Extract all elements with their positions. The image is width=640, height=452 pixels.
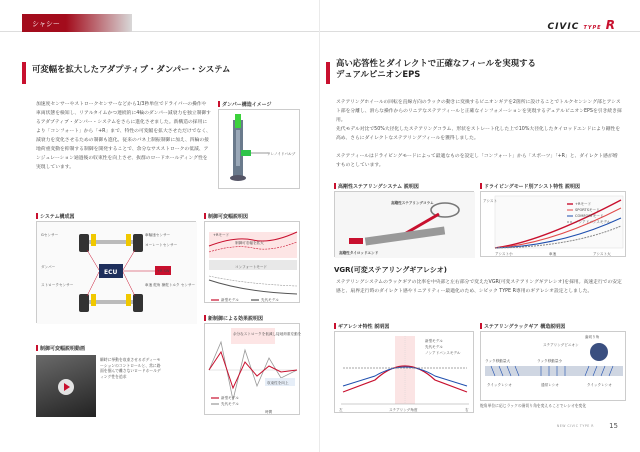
effect-chart <box>204 323 300 415</box>
effect-legend-old: 先代モデル <box>221 402 239 406</box>
vgr-body: ステアリングシステムのラックギアの比率を中央部と左右部分で変えたVGR(可変ステアリングギアレシオ)を採用。高速走行での安定感と、扇界走行時のダイレクト感やリニアリティー最適化のため、シビック TYPE R専用のギアレシオ設定としました。 <box>336 280 622 294</box>
effect-note-bg <box>231 328 275 344</box>
damper-base <box>230 175 246 181</box>
control-comfort-label: コンフォートモード <box>235 265 268 269</box>
system-caption: システム構成図 <box>36 213 75 220</box>
system-diagram <box>36 221 196 323</box>
footer-text: NEW CIVIC TYPE R <box>556 424 594 428</box>
left-heading <box>22 56 302 92</box>
gear-chart-svg <box>335 332 475 414</box>
old-curve-dashed <box>209 276 297 286</box>
wheel-rl <box>79 294 89 312</box>
wheel-speed-label: 車輪速センサー <box>145 233 171 237</box>
control-chart <box>204 221 300 303</box>
control-chart-svg <box>205 222 301 304</box>
right-body-1: ステアリングホイールの回転を直線方向のラックの動きに変換するピニオンギアを2箇所に設けることでトルクセンシング部とアシスト部を分離し、滑らな操作からのリニアなステアフィールと正確なインフォメーションを実現するデュアルピニオンEPSを引き続き採用。 <box>336 100 622 123</box>
old-curve-low <box>209 280 297 294</box>
logo-r: R <box>605 18 616 32</box>
rack-diagram-svg <box>481 332 627 402</box>
eps-caption: 高剛性ステアリングシステム 説明図 <box>334 183 419 190</box>
rack-caption: ステアリングラックギア 構造説明図 <box>480 323 565 330</box>
video-thumbnail[interactable] <box>36 355 96 417</box>
right-heading-accent-bar <box>326 62 330 84</box>
page-number: 15 <box>609 422 618 430</box>
effect-note: 余分なストロークを低減し接地荷重変動を向上 <box>233 332 301 336</box>
rack-normal-label: 通常レシオ <box>541 383 559 387</box>
eps-column-label: 高剛性ステアリングコラム <box>391 201 434 205</box>
effect-conv: 収束性を向上 <box>267 381 289 385</box>
right-body-3: ステアフィールはドライビングモードによって最適なものを設定し「コンフォート」から「スポーツ」「+R」と、ダイレクト感が増すものとしています。 <box>336 154 618 168</box>
wheel-rr <box>133 294 143 312</box>
right-body-2: 先代モデル対比で50%大径化したステアリングコラム、形状をストレート化した上で10%大径化したタイロッドエンドにより剛性を高め、さらにダイレクトなステアリングフィールを獲得しました。 <box>336 127 621 141</box>
damper-marker-fl <box>91 234 96 246</box>
damper-rod <box>235 114 241 128</box>
damper-image <box>218 109 300 189</box>
right-heading <box>326 56 626 92</box>
left-title: 可変幅を拡大したアダプティブ・ダンパー・システム <box>32 64 231 74</box>
mode-legend-prev: ノンアドバンスモデル <box>575 220 611 224</box>
system-diagram-svg <box>37 222 197 324</box>
right-page <box>320 0 640 452</box>
mode-caption: ドライビングモード別アシスト特性 説明図 <box>480 183 580 190</box>
mode-legend-comfort: COMFORTモード <box>575 214 604 218</box>
right-title <box>336 58 536 80</box>
mode-axis-left: アシスト小 <box>495 252 513 256</box>
solenoid-label: ソレノイドバルブ <box>267 152 296 156</box>
civic-type-r-logo <box>547 18 616 32</box>
play-icon[interactable] <box>58 379 74 395</box>
gear-axis-label: ステアリング角度 <box>389 408 418 412</box>
logo-civic: CIVIC <box>547 22 580 32</box>
effect-time-label: 時間 <box>265 410 273 414</box>
rack-quick1-label: クイックレシオ <box>487 383 512 387</box>
ecu-label: ECU <box>104 269 118 276</box>
g-sensor-label: Gセンサー <box>41 233 59 237</box>
heading-accent-bar <box>22 62 26 84</box>
damper-inner <box>236 130 240 166</box>
damper-marker-rr <box>126 294 131 306</box>
damper-label: ダンパー <box>41 265 56 269</box>
video-description: 瞬時に挙動を収束させるボディーモーションのコントロールと、常に路面を掴んで離さないロードホールディング性を追求 <box>100 357 161 379</box>
mode-axis-x: 車速 <box>549 252 557 256</box>
rack-teeth-label: 歯切り角 <box>585 335 600 339</box>
damper-illustration <box>219 110 301 190</box>
mode-legend-plusr: +Rモード <box>575 202 592 206</box>
control-legend-new: 新型モデル <box>221 298 239 302</box>
section-tab-bar <box>0 12 320 32</box>
logo-type: TYPE <box>583 25 602 31</box>
mode-axis-y: アシスト <box>483 199 498 203</box>
solenoid-valve <box>241 150 251 156</box>
gear-legend-old: 先代モデル <box>425 345 443 349</box>
control-expand-label: 制御可変幅を拡大 <box>235 241 264 245</box>
mode-chart <box>480 191 626 257</box>
page-footer <box>603 422 618 430</box>
rack-left-label: ラック移動量大 <box>485 359 511 363</box>
rack-quick2-label: クイックレシオ <box>587 383 612 387</box>
gear-legend-new: 新型モデル <box>425 339 443 343</box>
mode-axis-right: アシスト大 <box>593 252 611 256</box>
gear-axis-left: 左 <box>339 408 343 412</box>
rack-diagram <box>480 331 626 401</box>
eps-diagram <box>334 191 474 257</box>
damper-caption: ダンパー構造イメージ <box>218 101 272 108</box>
stroke-sensor-label: ストロークセンサー <box>41 283 74 287</box>
rack-bar <box>485 366 623 376</box>
rack-description: 舵角単位に応じラックの歯切り角を変えることでレシオを変化 <box>480 403 587 408</box>
damper-marker-rl <box>91 294 96 306</box>
section-tab: シャシー <box>22 14 132 32</box>
gear-caption: ギアレシオ特性 説明図 <box>334 323 389 330</box>
control-caption: 制御可変幅説明図 <box>204 213 248 220</box>
eps-diagram-svg <box>335 192 475 258</box>
eps-tierod-label: 高剛性タイロッドエンド <box>339 251 379 255</box>
rack-center-label: ラック移動量小 <box>537 359 563 363</box>
control-legend-old: 先代モデル <box>261 298 279 302</box>
input-sensors-label: 車速 舵角 操舵トルク センサー <box>145 283 196 287</box>
right-title-line1: 高い応答性とダイレクトで正確なフィールを実現する <box>336 58 536 68</box>
vgr-title: VGR(可変ステアリングギアレシオ) <box>334 266 447 274</box>
mode-chart-svg <box>481 192 627 258</box>
video-caption: 制御可変幅説明動画 <box>36 345 85 352</box>
tie-rod-end <box>349 238 363 244</box>
damper-marker-fr <box>126 234 131 246</box>
gear-legend-base: ノンアドバンスモデル <box>425 351 461 355</box>
left-body-text: 加速度センサーやストロークセンサーなどから1/3秒単位でドライバーの操作や車両状態を検知し、リアルタイムかつ連続的に4輪のダンパー減衰力を独立制御するアダプティブ・ダンパー・システムをさらに進化させました。新構造の採用により「コンフォート」から「+R」まで、特性の可変幅を拡大させただけでなく、減衰力を変化させるための制御も進化。従来のバネ上制振制御に加え、四輪の接地荷重変動を抑制する制御を開発することで、余分なサスストロークの低減、アンジュレーション通過後の収束性を向上させ、抜群のロードホールディング性を実現しています。 <box>36 102 211 170</box>
mode-legend-sport: SPORTSモード <box>575 208 600 212</box>
effect-chart-svg <box>205 324 301 416</box>
effect-legend-new: 新型モデル <box>221 396 239 400</box>
control-plusr-label: +Rモード <box>213 233 230 237</box>
right-title-line2: デュアルピニオンEPS <box>336 69 421 79</box>
wheel-fl <box>79 234 89 252</box>
yaw-sensor-label: ヨーレートセンサー <box>145 243 178 247</box>
rack-pinion-label: ステアリングピニオン <box>543 343 579 347</box>
effect-caption: 新制御による効果説明図 <box>204 315 263 322</box>
gear-axis-right: 右 <box>465 408 469 412</box>
pinion-gear <box>590 343 608 361</box>
wheel-fr <box>133 234 143 252</box>
gear-chart <box>334 331 474 413</box>
plusr-switch-label: +R SW <box>157 269 170 273</box>
